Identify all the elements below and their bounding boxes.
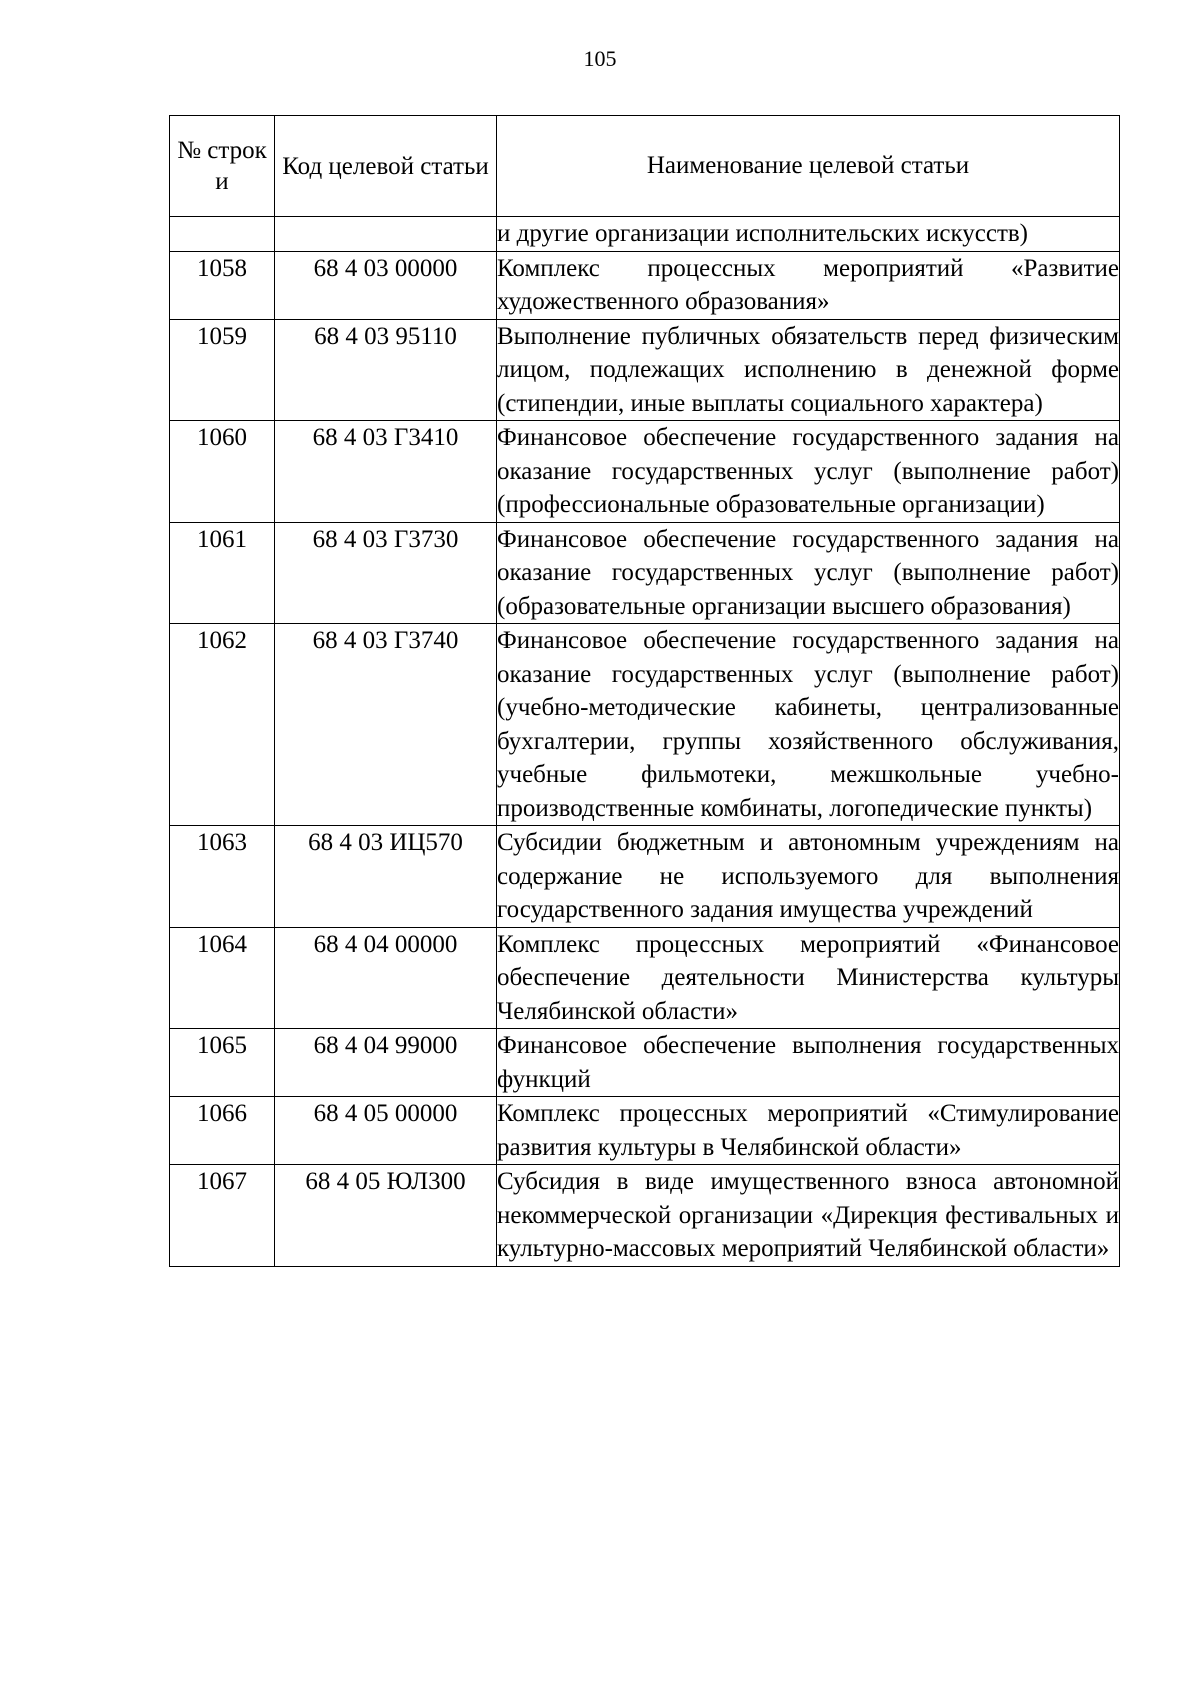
- table-row: [170, 522, 1120, 624]
- table-row: [170, 1165, 1120, 1267]
- article-code: 68 4 03 95110: [275, 319, 497, 421]
- article-name: и другие организации исполнительских искусств): [497, 217, 1120, 252]
- article-code: 68 4 04 00000: [275, 927, 497, 1029]
- article-code: 68 4 04 99000: [275, 1029, 497, 1097]
- header-article-name-label: Наименование целевой статьи: [646, 152, 970, 180]
- article-name: Комплекс процессных мероприятий «Стимулирование развития культуры в Челябинской области»: [497, 1097, 1120, 1165]
- row-number: 1064: [170, 927, 275, 1029]
- row-number: [170, 217, 275, 252]
- article-name: Комплекс процессных мероприятий «Финансовое обеспечение деятельности Министерства культуры Челябинской области»: [497, 927, 1120, 1029]
- row-number: 1066: [170, 1097, 275, 1165]
- table-row: [170, 927, 1120, 1029]
- article-code: 68 4 03 Г3410: [275, 421, 497, 523]
- table-row: [170, 217, 1120, 252]
- article-name: Финансовое обеспечение государственного задания на оказание государственных услуг (выполнение работ) (образовательные организации высшего образования): [497, 522, 1120, 624]
- header-row-number-label: № строк и: [177, 137, 267, 195]
- table-row: [170, 1029, 1120, 1097]
- row-number: 1063: [170, 826, 275, 928]
- row-number: 1061: [170, 522, 275, 624]
- row-number: 1062: [170, 624, 275, 826]
- article-code: 68 4 03 ИЦ570: [275, 826, 497, 928]
- header-article-name: [497, 116, 1120, 217]
- table-header-row: [170, 116, 1120, 217]
- article-code: [275, 217, 497, 252]
- table-row: [170, 251, 1120, 319]
- page-number: 105: [583, 46, 617, 71]
- article-name: Субсидия в виде имущественного взноса автономной некоммерческой организации «Дирекция фестивальных и культурно-массовых мероприятий Челябинской области»: [497, 1165, 1120, 1267]
- article-name: Финансовое обеспечение государственного задания на оказание государственных услуг (выполнение работ) (учебно-методические кабинеты, централизованные бухгалтерии, группы хозяйственного обслуживания, учебные фильмотеки, межшкольные учебно-производственные комбинаты, логопедические пункты): [497, 624, 1120, 826]
- row-number: 1060: [170, 421, 275, 523]
- article-code: 68 4 03 Г3730: [275, 522, 497, 624]
- article-code: 68 4 05 00000: [275, 1097, 497, 1165]
- header-row-number: [170, 116, 275, 217]
- target-articles-table: [169, 115, 1120, 1267]
- row-number: 1067: [170, 1165, 275, 1267]
- table-row: [170, 624, 1120, 826]
- table-row: [170, 319, 1120, 421]
- article-name: Комплекс процессных мероприятий «Развитие художественного образования»: [497, 251, 1120, 319]
- table-row: [170, 826, 1120, 928]
- article-name: Выполнение публичных обязательств перед физическим лицом, подлежащих исполнению в денежной форме (стипендии, иные выплаты социального характера): [497, 319, 1120, 421]
- article-name: Финансовое обеспечение государственного задания на оказание государственных услуг (выполнение работ) (профессиональные образовательные организации): [497, 421, 1120, 523]
- table-row: [170, 421, 1120, 523]
- article-code: 68 4 03 Г3740: [275, 624, 497, 826]
- row-number: 1065: [170, 1029, 275, 1097]
- header-article-code-label: Код целевой статьи: [282, 152, 489, 180]
- article-name: Финансовое обеспечение выполнения государственных функций: [497, 1029, 1120, 1097]
- row-number: 1059: [170, 319, 275, 421]
- header-article-code: [275, 116, 497, 217]
- table-row: [170, 1097, 1120, 1165]
- article-name: Субсидии бюджетным и автономным учреждениям на содержание не используемого для выполнения государственного задания имущества учреждений: [497, 826, 1120, 928]
- article-code: 68 4 03 00000: [275, 251, 497, 319]
- article-code: 68 4 05 ЮЛ300: [275, 1165, 497, 1267]
- row-number: 1058: [170, 251, 275, 319]
